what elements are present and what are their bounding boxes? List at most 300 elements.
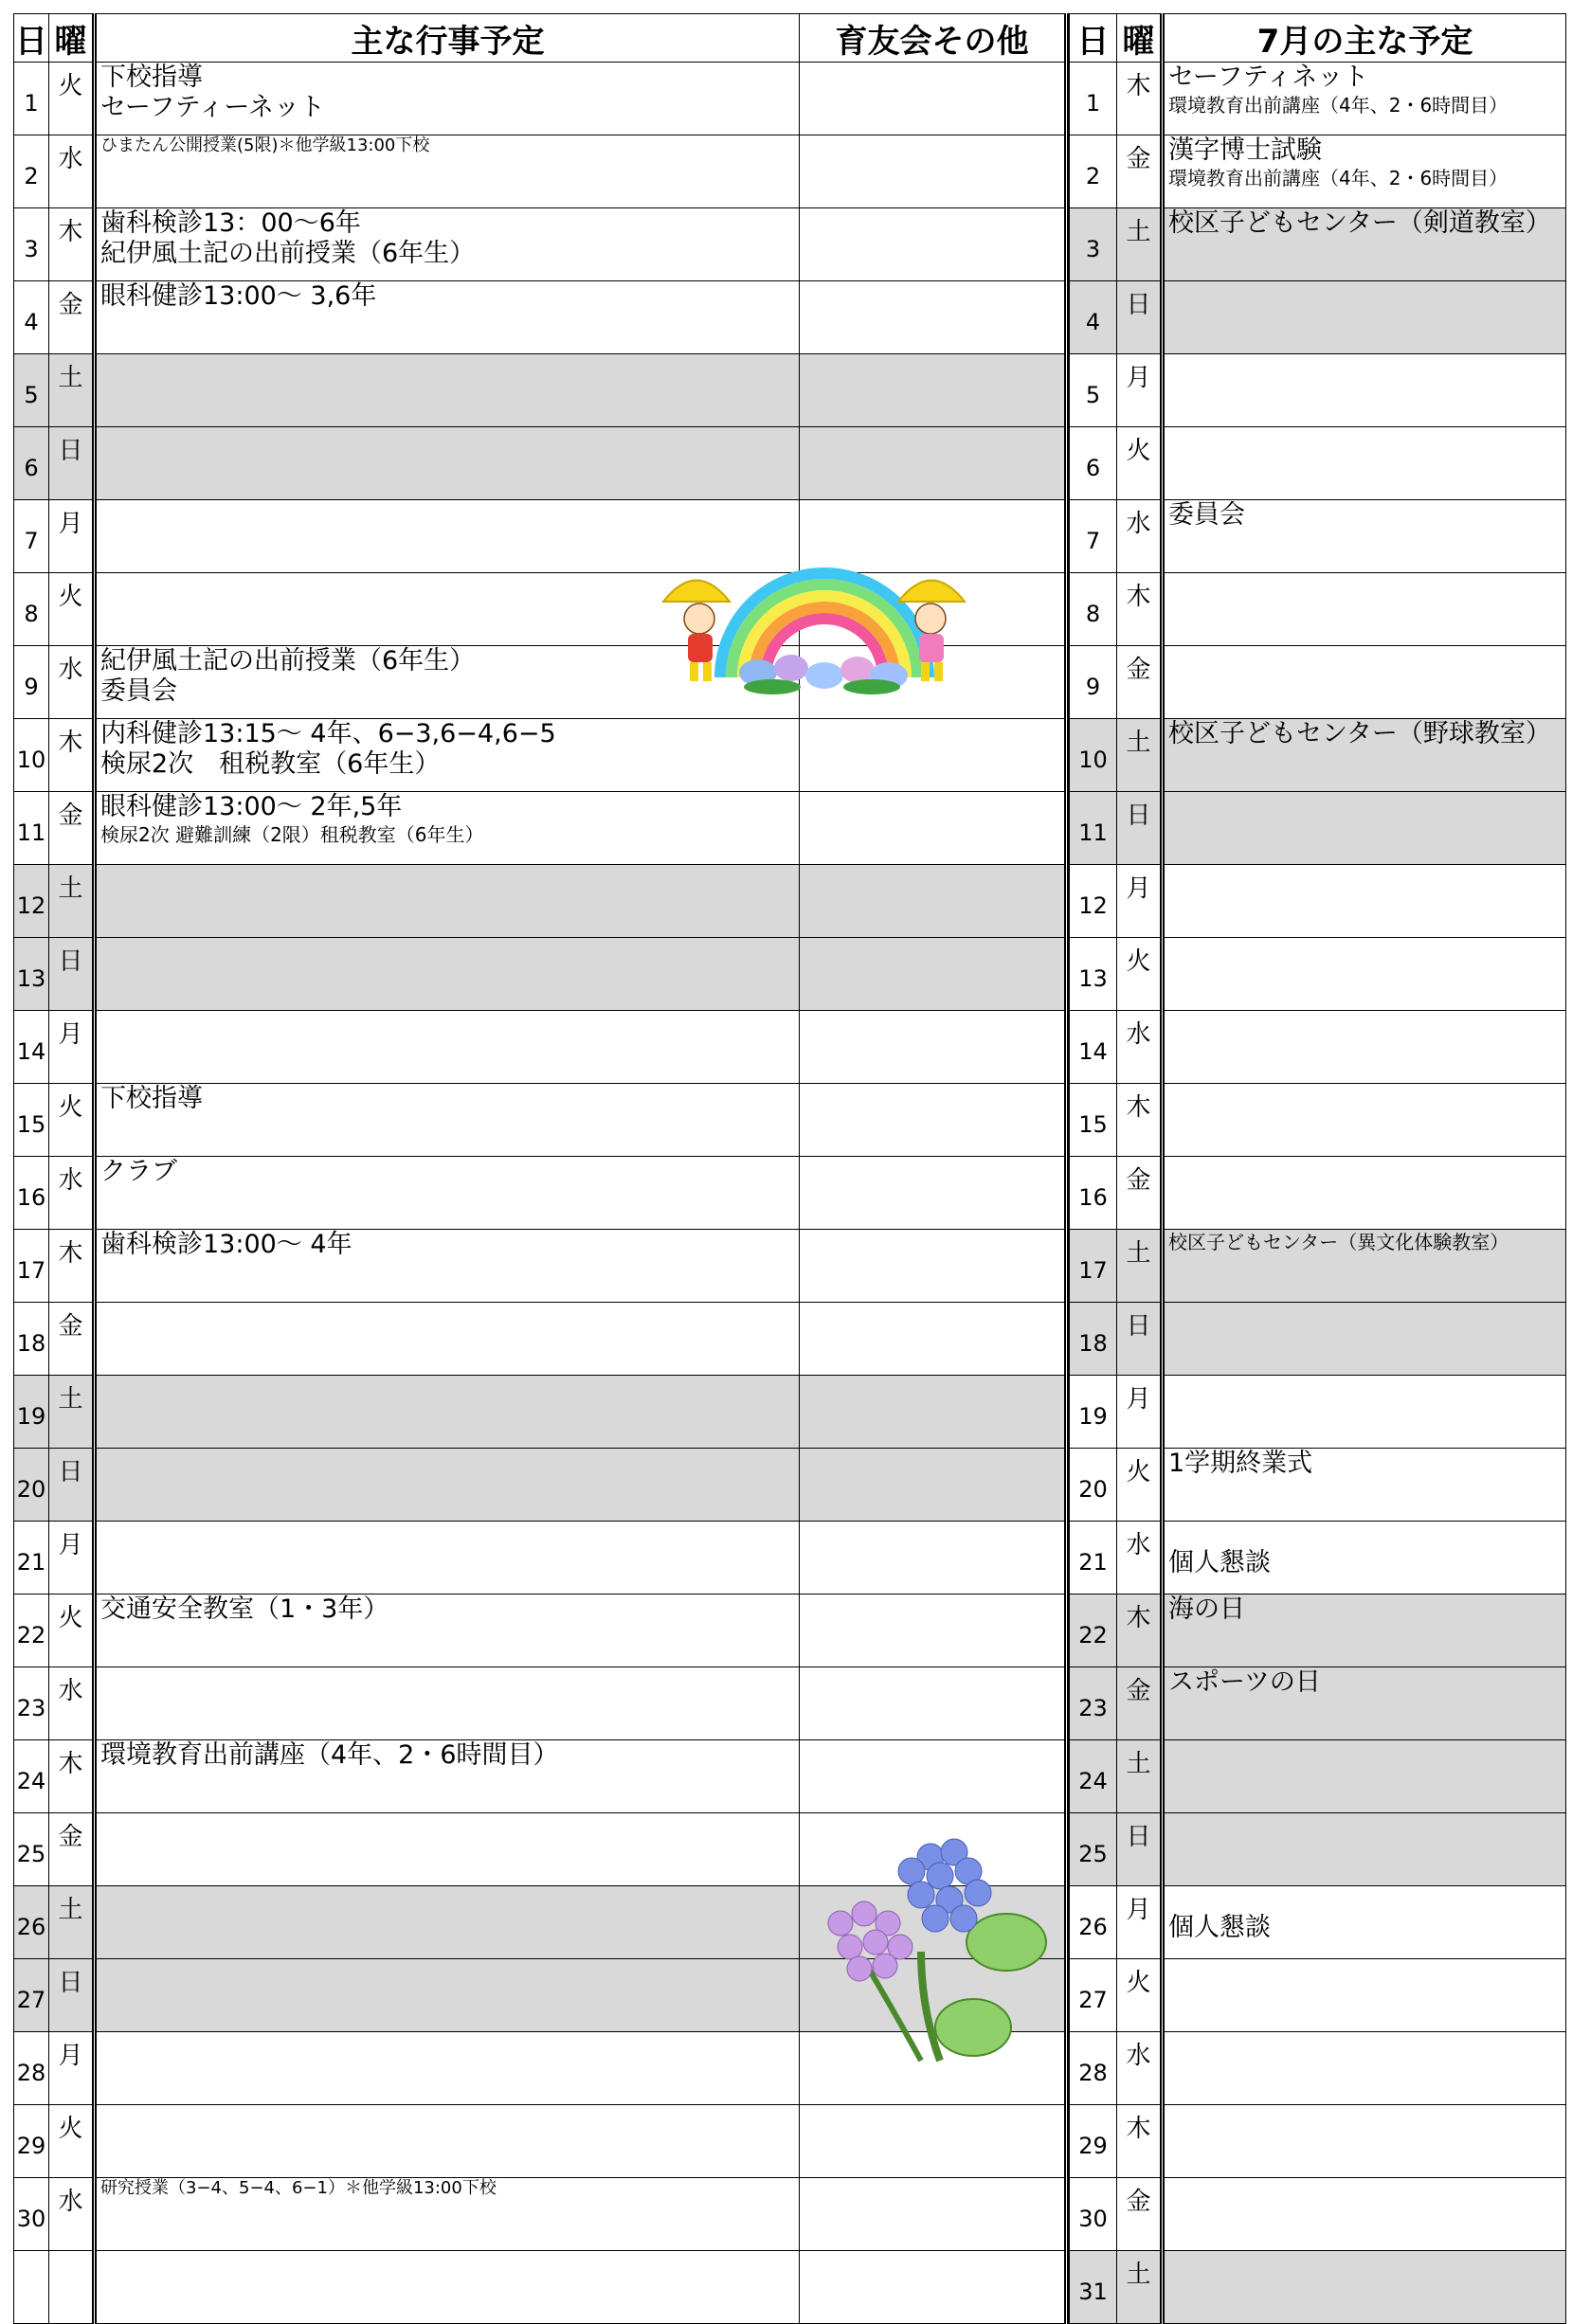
- schedule-row: [1070, 1011, 1566, 1084]
- day-number: 6: [14, 427, 49, 500]
- weekday: 月: [1117, 354, 1163, 427]
- day-number: 5: [1070, 354, 1117, 427]
- events-cell: [1163, 281, 1566, 354]
- weekday: 日: [49, 1959, 95, 2032]
- other-cell: [800, 1667, 1067, 1740]
- schedule-row: [14, 1084, 1067, 1157]
- weekday: 木: [1117, 2105, 1163, 2178]
- weekday: 水: [1117, 1011, 1163, 1084]
- other-cell: [800, 2178, 1067, 2251]
- schedule-row: [1070, 63, 1566, 135]
- other-cell: [800, 208, 1067, 281]
- other-cell: [800, 1303, 1067, 1376]
- day-number: 21: [14, 1522, 49, 1594]
- weekday: 金: [49, 792, 95, 865]
- weekday: 月: [49, 1011, 95, 1084]
- day-number: 12: [14, 865, 49, 938]
- events-cell: [1163, 2032, 1566, 2105]
- schedule-row: [1070, 2105, 1566, 2178]
- other-cell: [800, 1011, 1067, 1084]
- events-cell: [1163, 1449, 1566, 1522]
- events-cell: [1163, 1157, 1566, 1230]
- events-cell: [95, 2105, 800, 2178]
- schedule-row: [14, 1594, 1067, 1667]
- day-number: 13: [1070, 938, 1117, 1011]
- weekday: 日: [49, 938, 95, 1011]
- weekday: 金: [49, 1813, 95, 1886]
- schedule-row: [1070, 1886, 1566, 1959]
- schedule-row: [1070, 1449, 1566, 1522]
- other-cell: [800, 865, 1067, 938]
- day-number: 17: [1070, 1230, 1117, 1303]
- event-line: 歯科検診13:00～ 4年: [100, 1230, 352, 1259]
- other-cell: [800, 938, 1067, 1011]
- event-line: 個人懇談: [1168, 1913, 1271, 1942]
- day-number: 16: [1070, 1157, 1117, 1230]
- events-cell: [95, 719, 800, 792]
- event-line: 歯科検診13：00～6年: [100, 208, 361, 238]
- events-cell: [95, 208, 800, 281]
- day-number: 19: [14, 1376, 49, 1449]
- weekday-header: 曜: [1117, 14, 1163, 63]
- schedule-row: [14, 1449, 1067, 1522]
- day-number: 20: [1070, 1449, 1117, 1522]
- events-cell: [95, 1011, 800, 1084]
- day-number: 4: [1070, 281, 1117, 354]
- events-cell: [1163, 63, 1566, 135]
- schedule-row: [1070, 2178, 1566, 2251]
- event-line: 1学期終業式: [1168, 1449, 1313, 1478]
- event-line: 交通安全教室（1・3年）: [100, 1594, 389, 1624]
- other-cell: [800, 792, 1067, 865]
- schedule-row: [14, 2105, 1067, 2178]
- day-number: 28: [14, 2032, 49, 2105]
- day-number: 18: [14, 1303, 49, 1376]
- other-cell: [800, 1230, 1067, 1303]
- event-line: 眼科健診13:00～ 3,6年: [100, 281, 377, 311]
- weekday: 土: [1117, 1740, 1163, 1813]
- schedule-row: [14, 719, 1067, 792]
- day-number: 9: [14, 646, 49, 719]
- events-cell: [1163, 1303, 1566, 1376]
- weekday: 木: [1117, 1594, 1163, 1667]
- events-cell: [95, 1230, 800, 1303]
- events-cell: [1163, 1594, 1566, 1667]
- other-cell: [800, 1740, 1067, 1813]
- day-number: 22: [14, 1594, 49, 1667]
- weekday: 金: [1117, 2178, 1163, 2251]
- day-number: 27: [1070, 1959, 1117, 2032]
- events-cell: [95, 1813, 800, 1886]
- day-number: 6: [1070, 427, 1117, 500]
- events-cell: [1163, 427, 1566, 500]
- other-cell: [800, 1084, 1067, 1157]
- event-line: 眼科健診13:00～ 2年,5年: [100, 792, 403, 821]
- hydrangea-flower-illustration: [807, 1819, 1063, 2065]
- events-cell: [1163, 2178, 1566, 2251]
- event-line: 紀伊風土記の出前授業（6年生）: [100, 239, 476, 268]
- other-cell: [800, 1157, 1067, 1230]
- schedule-row: [1070, 427, 1566, 500]
- weekday: 木: [1117, 1084, 1163, 1157]
- events-header: 主な行事予定: [95, 14, 800, 63]
- other-cell: [800, 1376, 1067, 1449]
- schedule-row: [14, 1303, 1067, 1376]
- day-number: [14, 2251, 49, 2324]
- events-cell: [1163, 1084, 1566, 1157]
- event-line: 委員会: [1168, 500, 1245, 530]
- events-cell: [95, 865, 800, 938]
- day-number: 11: [14, 792, 49, 865]
- event-line: セーフティーネット: [100, 93, 326, 122]
- events-cell: [1163, 573, 1566, 646]
- day-number: 30: [14, 2178, 49, 2251]
- schedule-row: [14, 63, 1067, 135]
- day-number: 21: [1070, 1522, 1117, 1594]
- weekday: 火: [1117, 427, 1163, 500]
- day-number: 15: [1070, 1084, 1117, 1157]
- event-line: 検尿2次 避難訓練（2限）租税教室（6年生）: [100, 823, 484, 846]
- events-cell: [1163, 2105, 1566, 2178]
- schedule-row: [14, 1667, 1067, 1740]
- schedule-row: [1070, 135, 1566, 208]
- day-header: 日: [1070, 14, 1117, 63]
- weekday: 金: [49, 281, 95, 354]
- day-number: 3: [1070, 208, 1117, 281]
- day-number: 13: [14, 938, 49, 1011]
- weekday: 木: [49, 208, 95, 281]
- schedule-row: [14, 792, 1067, 865]
- rainbow-illustration: [654, 545, 976, 696]
- day-number: 27: [14, 1959, 49, 2032]
- event-line: 委員会: [100, 676, 177, 706]
- day-number: 8: [1070, 573, 1117, 646]
- event-line: クラブ: [100, 1157, 177, 1186]
- day-number: 28: [1070, 2032, 1117, 2105]
- schedule-row: [1070, 281, 1566, 354]
- events-cell: [95, 1886, 800, 1959]
- weekday: 日: [49, 1449, 95, 1522]
- weekday: 火: [1117, 1449, 1163, 1522]
- schedule-row: [1070, 792, 1566, 865]
- weekday: 月: [49, 2032, 95, 2105]
- day-number: 26: [14, 1886, 49, 1959]
- other-cell: [800, 1522, 1067, 1594]
- weekday: 金: [1117, 1667, 1163, 1740]
- other-cell: [800, 1449, 1067, 1522]
- day-number: 10: [1070, 719, 1117, 792]
- other-cell: [800, 63, 1067, 135]
- events-cell: [1163, 500, 1566, 573]
- weekday: 水: [49, 1157, 95, 1230]
- schedule-row: [1070, 573, 1566, 646]
- day-number: 2: [1070, 135, 1117, 208]
- other-cell: [800, 281, 1067, 354]
- schedule-row: [1070, 1084, 1566, 1157]
- day-number: 31: [1070, 2251, 1117, 2324]
- header-row: [1070, 14, 1566, 63]
- events-cell: [1163, 1522, 1566, 1594]
- weekday: 火: [49, 573, 95, 646]
- events-cell: [95, 427, 800, 500]
- events-cell: [1163, 354, 1566, 427]
- day-number: 7: [1070, 500, 1117, 573]
- other-header: 育友会その他: [800, 14, 1067, 63]
- weekday: 木: [1117, 573, 1163, 646]
- schedule-row: [1070, 2032, 1566, 2105]
- events-cell: [1163, 1886, 1566, 1959]
- event-line: 環境教育出前講座（4年、2・6時間目）: [100, 1740, 559, 1770]
- events-cell: [95, 1376, 800, 1449]
- day-number: 19: [1070, 1376, 1117, 1449]
- events-cell: [95, 354, 800, 427]
- events-cell: [95, 1303, 800, 1376]
- weekday: [49, 2251, 95, 2324]
- schedule-row: [14, 281, 1067, 354]
- event-line: 漢字博士試験: [1168, 135, 1322, 165]
- events-cell: [1163, 1740, 1566, 1813]
- weekday: 月: [1117, 1886, 1163, 1959]
- day-number: 26: [1070, 1886, 1117, 1959]
- weekday: 水: [1117, 500, 1163, 573]
- schedule-row: [14, 1011, 1067, 1084]
- weekday: 木: [49, 1230, 95, 1303]
- event-line: 個人懇談: [1168, 1548, 1271, 1577]
- weekday: 土: [49, 354, 95, 427]
- weekday: 水: [49, 1667, 95, 1740]
- schedule-row: [1070, 938, 1566, 1011]
- day-number: 14: [14, 1011, 49, 1084]
- schedule-row: [14, 208, 1067, 281]
- events-cell: [95, 792, 800, 865]
- july-schedule-table: [1069, 13, 1566, 2324]
- schedule-row: [1070, 1740, 1566, 1813]
- weekday: 水: [49, 2178, 95, 2251]
- schedule-row: [1070, 2251, 1566, 2324]
- day-number: 23: [1070, 1667, 1117, 1740]
- schedule-row: [1070, 1522, 1566, 1594]
- day-number: 2: [14, 135, 49, 208]
- event-line: 下校指導: [100, 1084, 203, 1113]
- weekday: 土: [49, 865, 95, 938]
- weekday: 木: [1117, 63, 1163, 135]
- schedule-row: [1070, 1376, 1566, 1449]
- day-number: 5: [14, 354, 49, 427]
- events-cell: [95, 938, 800, 1011]
- day-number: 1: [14, 63, 49, 135]
- event-line: 研究授業（3−4、5−4、6−1）＊他学級13:00下校: [100, 2178, 497, 2198]
- event-line: 環境教育出前講座（4年、2・6時間目）: [1168, 94, 1509, 117]
- day-number: 11: [1070, 792, 1117, 865]
- day-number: 12: [1070, 865, 1117, 938]
- schedule-row: [1070, 354, 1566, 427]
- weekday: 水: [1117, 2032, 1163, 2105]
- day-number: 16: [14, 1157, 49, 1230]
- weekday: 月: [49, 500, 95, 573]
- weekday: 金: [1117, 1157, 1163, 1230]
- events-cell: [1163, 719, 1566, 792]
- event-line: セーフティネット: [1168, 63, 1369, 92]
- schedule-row: [1070, 1157, 1566, 1230]
- weekday: 土: [1117, 1230, 1163, 1303]
- event-line: 校区子どもセンター（野球教室）: [1168, 719, 1551, 748]
- schedule-row: [1070, 208, 1566, 281]
- day-number: 14: [1070, 1011, 1117, 1084]
- events-cell: [95, 1959, 800, 2032]
- day-number: 18: [1070, 1303, 1117, 1376]
- day-number: 7: [14, 500, 49, 573]
- weekday: 金: [1117, 135, 1163, 208]
- events-cell: [95, 281, 800, 354]
- day-number: 29: [14, 2105, 49, 2178]
- event-line: 校区子どもセンター（異文化体験教室）: [1168, 1231, 1509, 1253]
- events-cell: [1163, 938, 1566, 1011]
- weekday: 水: [1117, 1522, 1163, 1594]
- day-number: 10: [14, 719, 49, 792]
- events-cell: [1163, 1959, 1566, 2032]
- day-number: 3: [14, 208, 49, 281]
- weekday: 火: [49, 1084, 95, 1157]
- event-line: スポーツの日: [1168, 1667, 1321, 1697]
- day-number: 30: [1070, 2178, 1117, 2251]
- schedule-row: [1070, 500, 1566, 573]
- weekday: 土: [1117, 208, 1163, 281]
- other-cell: [800, 354, 1067, 427]
- weekday: 土: [49, 1886, 95, 1959]
- event-line: 内科健診13:15～ 4年、6−3,6−4,6−5: [100, 719, 556, 748]
- schedule-row: [14, 1376, 1067, 1449]
- schedule-row: [14, 2251, 1067, 2324]
- other-cell: [800, 135, 1067, 208]
- weekday: 金: [1117, 646, 1163, 719]
- weekday: 水: [49, 646, 95, 719]
- event-line: ひまたん公開授業(5限)＊他学級13:00下校: [100, 135, 430, 155]
- weekday: 金: [49, 1303, 95, 1376]
- weekday: 月: [49, 1522, 95, 1594]
- events-cell: [95, 1667, 800, 1740]
- events-cell: [1163, 1011, 1566, 1084]
- events-cell: [95, 1157, 800, 1230]
- schedule-row: [14, 135, 1067, 208]
- day-number: 29: [1070, 2105, 1117, 2178]
- events-cell: [95, 2178, 800, 2251]
- schedule-row: [14, 1157, 1067, 1230]
- schedule-row: [1070, 865, 1566, 938]
- day-number: 8: [14, 573, 49, 646]
- event-line: 環境教育出前講座（4年、2・6時間目）: [1168, 167, 1509, 189]
- weekday: 火: [1117, 1959, 1163, 2032]
- weekday: 土: [1117, 2251, 1163, 2324]
- weekday: 月: [1117, 1376, 1163, 1449]
- day-number: 15: [14, 1084, 49, 1157]
- events-cell: [95, 135, 800, 208]
- schedule-row: [1070, 646, 1566, 719]
- event-line: 下校指導: [100, 63, 203, 92]
- events-cell: [1163, 792, 1566, 865]
- day-number: 23: [14, 1667, 49, 1740]
- weekday: 日: [1117, 792, 1163, 865]
- schedule-row: [14, 427, 1067, 500]
- weekday: 土: [49, 1376, 95, 1449]
- schedule-row: [1070, 1667, 1566, 1740]
- events-cell: [1163, 1376, 1566, 1449]
- events-cell: [95, 1740, 800, 1813]
- day-number: 25: [1070, 1813, 1117, 1886]
- events-cell: [1163, 865, 1566, 938]
- weekday: 日: [1117, 1813, 1163, 1886]
- events-cell: [95, 1449, 800, 1522]
- schedule-row: [14, 2178, 1067, 2251]
- weekday: 火: [49, 2105, 95, 2178]
- day-number: 17: [14, 1230, 49, 1303]
- schedule-row: [14, 1740, 1067, 1813]
- day-number: 25: [14, 1813, 49, 1886]
- weekday: 木: [49, 1740, 95, 1813]
- weekday: 土: [1117, 719, 1163, 792]
- events-cell: [1163, 135, 1566, 208]
- weekday: 日: [1117, 1303, 1163, 1376]
- weekday: 日: [1117, 281, 1163, 354]
- schedule-row: [1070, 1959, 1566, 2032]
- schedule-row: [1070, 1303, 1566, 1376]
- other-cell: [800, 719, 1067, 792]
- weekday: 月: [1117, 865, 1163, 938]
- events-cell: [95, 1522, 800, 1594]
- day-number: 22: [1070, 1594, 1117, 1667]
- event-line: 校区子どもセンター（剣道教室）: [1168, 208, 1551, 238]
- event-line: 海の日: [1168, 1594, 1245, 1624]
- weekday: 木: [49, 719, 95, 792]
- day-number: 24: [14, 1740, 49, 1813]
- events-cell: [95, 63, 800, 135]
- event-line: 検尿2次 租税教室（6年生）: [100, 749, 441, 779]
- events-cell: [95, 2251, 800, 2324]
- events-cell: [95, 1084, 800, 1157]
- schedule-row: [1070, 1594, 1566, 1667]
- day-number: 4: [14, 281, 49, 354]
- schedule-row: [1070, 719, 1566, 792]
- events-cell: [1163, 1813, 1566, 1886]
- other-cell: [800, 2105, 1067, 2178]
- events-cell: [1163, 208, 1566, 281]
- other-cell: [800, 427, 1067, 500]
- events-cell: [1163, 646, 1566, 719]
- events-cell: [1163, 1667, 1566, 1740]
- weekday: 日: [49, 427, 95, 500]
- events-cell: [1163, 2251, 1566, 2324]
- schedule-row: [14, 938, 1067, 1011]
- schedule-row: [14, 865, 1067, 938]
- events-cell: [95, 1594, 800, 1667]
- weekday: 火: [49, 1594, 95, 1667]
- day-number: 20: [14, 1449, 49, 1522]
- header-row: [14, 14, 1067, 63]
- event-line: 紀伊風土記の出前授業（6年生）: [100, 646, 476, 676]
- schedule-row: [1070, 1230, 1566, 1303]
- events-cell: [95, 2032, 800, 2105]
- schedule-row: [14, 1522, 1067, 1594]
- day-number: 1: [1070, 63, 1117, 135]
- day-number: 9: [1070, 646, 1117, 719]
- schedule-row: [14, 1230, 1067, 1303]
- weekday: 火: [49, 63, 95, 135]
- events-cell: [1163, 1230, 1566, 1303]
- schedule-row: [1070, 1813, 1566, 1886]
- day-number: 24: [1070, 1740, 1117, 1813]
- day-header: 日: [14, 14, 49, 63]
- schedule-row: [14, 354, 1067, 427]
- weekday: 水: [49, 135, 95, 208]
